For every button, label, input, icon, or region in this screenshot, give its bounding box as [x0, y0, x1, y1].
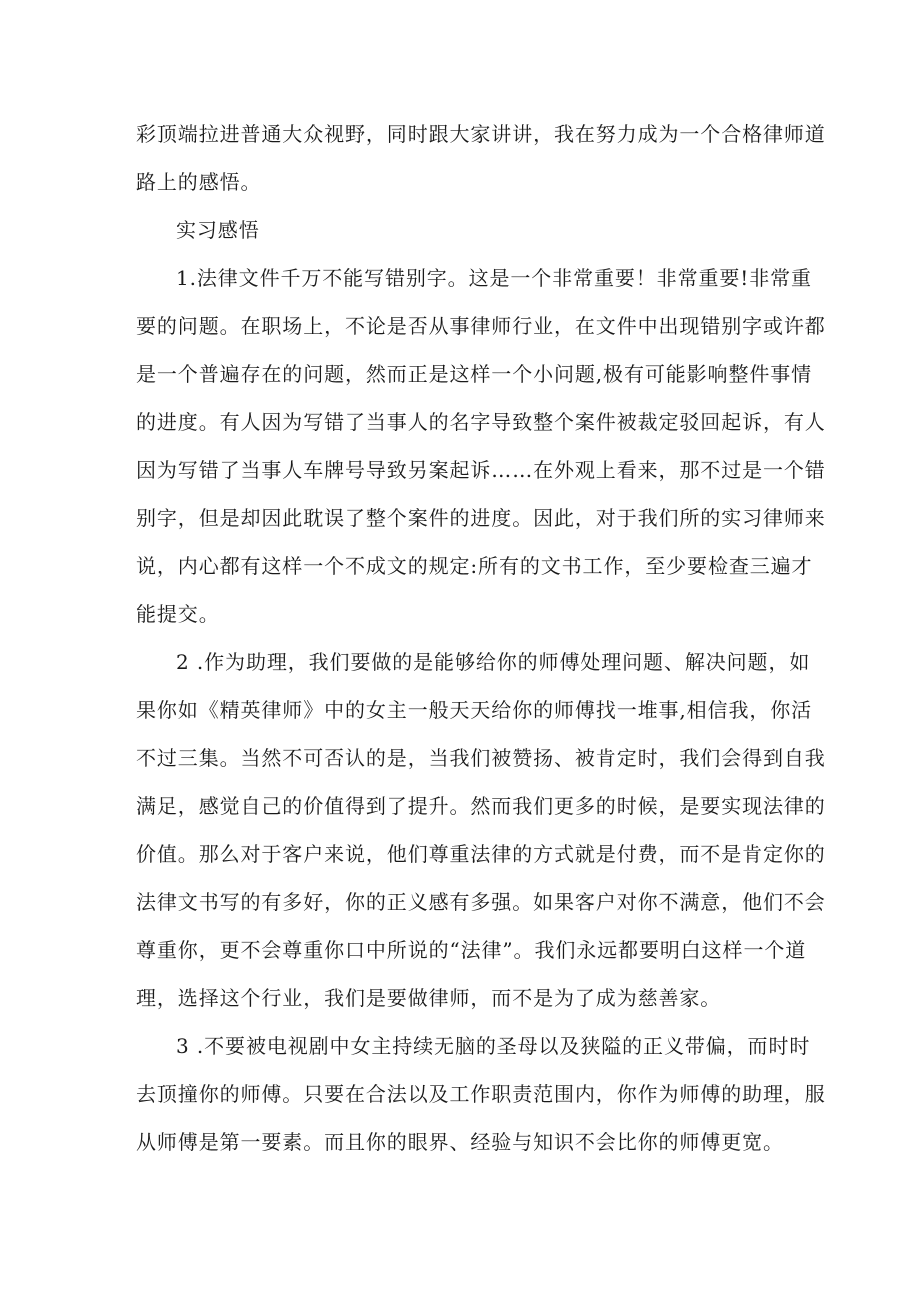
text-line: 因为写错了当事人车牌号导致另案起诉……在外观上看来，那不过是一个错 [136, 458, 826, 482]
text-line: 彩顶端拉进普通大众视野，同时跟大家讲讲，我在努力成为一个合格律师道 [136, 122, 826, 146]
text-line: 的进度。有人因为写错了当事人的名字导致整个案件被裁定驳回起诉，有人 [136, 410, 826, 434]
text-line: 价值。那么对于客户来说，他们尊重法律的方式就是付费，而不是肯定你的 [136, 842, 826, 866]
text-line: 法律文书写的有多好，你的正义感有多强。如果客户对你不满意，他们不会 [136, 890, 826, 914]
text-line: 从师傅是第一要素。而且你的眼界、经验与知识不会比你的师傅更宽。 [136, 1130, 784, 1154]
text-line: 是一个普遍存在的问题，然而正是这样一个小问题,极有可能影响整件事情 [136, 362, 813, 386]
text-line: 尊重你，更不会尊重你口中所说的“法律”。我们永远都要明白这样一个道 [136, 938, 807, 962]
text-line: 说，内心都有这样一个不成文的规定:所有的文书工作，至少要检查三遍才 [136, 554, 813, 578]
text-line: 2 .作为助理，我们要做的是能够给你的师傅处理问题、解决问题，如 [176, 650, 811, 674]
text-line: 果你如《精英律师》中的女主一般天天给你的师傅找一堆事,相信我，你活 [136, 698, 813, 722]
text-line: 别字，但是却因此耽误了整个案件的进度。因此，对于我们所的实习律师来 [136, 506, 826, 530]
text-line: 不过三集。当然不可否认的是，当我们被赞扬、被肯定时，我们会得到自我 [136, 746, 826, 770]
text-line: 路上的感悟。 [136, 170, 262, 194]
text-line: 理，选择这个行业，我们是要做律师，而不是为了成为慈善家。 [136, 986, 722, 1010]
text-line: 能提交。 [136, 602, 220, 626]
text-line: 要的问题。在职场上，不论是否从事律师行业，在文件中出现错别字或许都 [136, 314, 826, 338]
text-line: 满足，感觉自己的价值得到了提升。然而我们更多的时候，是要实现法律的 [136, 794, 826, 818]
section-heading: 实习感悟 [176, 218, 260, 242]
text-line: 3 .不要被电视剧中女主持续无脑的圣母以及狭隘的正义带偏，而时时 [176, 1034, 811, 1058]
text-line: 1.法律文件千万不能写错别字。这是一个非常重要！非常重要!非常重 [176, 266, 812, 290]
text-line: 去顶撞你的师傅。只要在合法以及工作职责范围内，你作为师傅的助理，服 [136, 1082, 826, 1106]
